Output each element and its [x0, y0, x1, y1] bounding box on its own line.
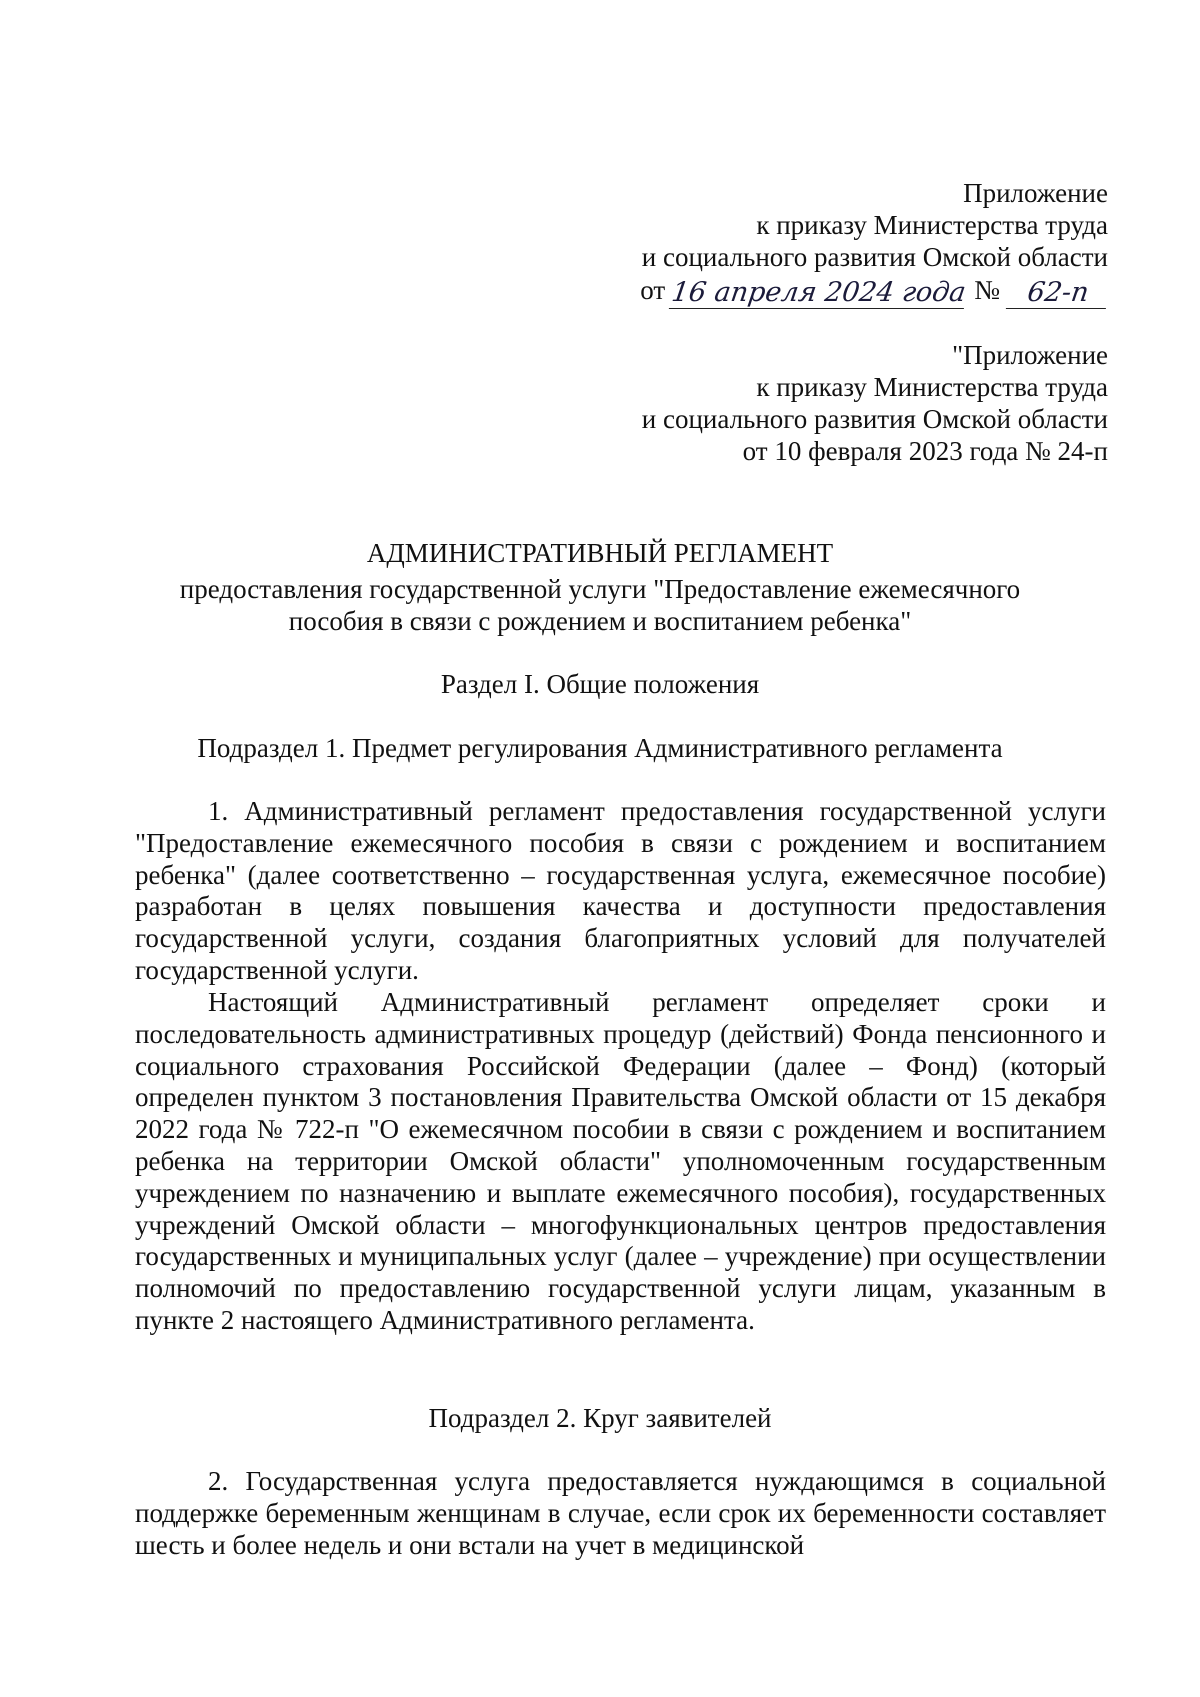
subsection-heading-1: Подраздел 1. Предмет регулирования Административного регламента: [197, 733, 1003, 763]
previous-appendix-date-line: от 10 февраля 2023 года № 24-п: [742, 436, 1108, 466]
document-subtitle-line-2: пособия в связи с рождением и воспитанием ребенка": [288, 606, 912, 636]
previous-appendix-order-line: к приказу Министерства труда: [756, 372, 1108, 402]
handwritten-date: 16 апреля 2024 года: [669, 277, 968, 308]
handwritten-date-line: [640, 273, 1108, 309]
number-sign: №: [974, 275, 1000, 305]
document-title: АДМИНИСТРАТИВНЫЙ РЕГЛАМЕНТ: [366, 538, 834, 568]
document-subtitle-line-1: предоставления государственной услуги "Предоставление ежемесячного: [179, 574, 1021, 604]
header-spacer: [640, 309, 1108, 339]
subsection-heading-2: Подраздел 2. Круг заявителей: [428, 1403, 772, 1433]
appendix-order-line: к приказу Министерства труда: [756, 210, 1108, 240]
paragraph-1: 1. Административный регламент предоставления государственной услуги "Предоставление ежемесячного пособия в связи с рождением и воспитанием ребенка" (далее соответственно – государственная услуга, ежемесячное пособие) разработан в целях повышения качества и доступности предоставления государственной услуги, создания благоприятных условий для получателей государственной услуги.: [135, 796, 1106, 985]
section-heading: Раздел I. Общие положения: [440, 669, 760, 699]
previous-appendix-ministry-line: и социального развития Омской области: [641, 404, 1108, 434]
paragraph-3: 2. Государственная услуга предоставляется нуждающимся в социальной поддержке беременным женщинам в случае, если срок их беременности составляет шесть и более недель и они встали на учет в медицинской: [135, 1466, 1106, 1560]
previous-appendix-title: "Приложение: [952, 340, 1108, 370]
handwritten-order-number: 62-п: [1006, 278, 1110, 309]
appendix-header: [640, 177, 1108, 467]
appendix-ministry-line: и социального развития Омской области: [641, 242, 1108, 272]
appendix-title: Приложение: [963, 178, 1108, 208]
date-prefix: от: [640, 275, 666, 305]
paragraph-2: Настоящий Административный регламент определяет сроки и последовательность административных процедур (действий) Фонда пенсионного и социального страхования Российской Федерации (далее – Фонд) (который определен пунктом 3 постановления Правительства Омской области от 15 декабря 2022 года № 722-п "О ежемесячном пособии в связи с рождением и воспитанием ребенка на территории Омской области" уполномоченным государственным учреждением по назначению и выплате ежемесячного пособия), государственных учреждений Омской области – многофункциональных центров предоставления государственных и муниципальных услуг (далее – учреждение) при осуществлении полномочий по предоставлению государственной услуги лицам, указанным в пункте 2 настоящего Административного регламента.: [135, 987, 1106, 1335]
